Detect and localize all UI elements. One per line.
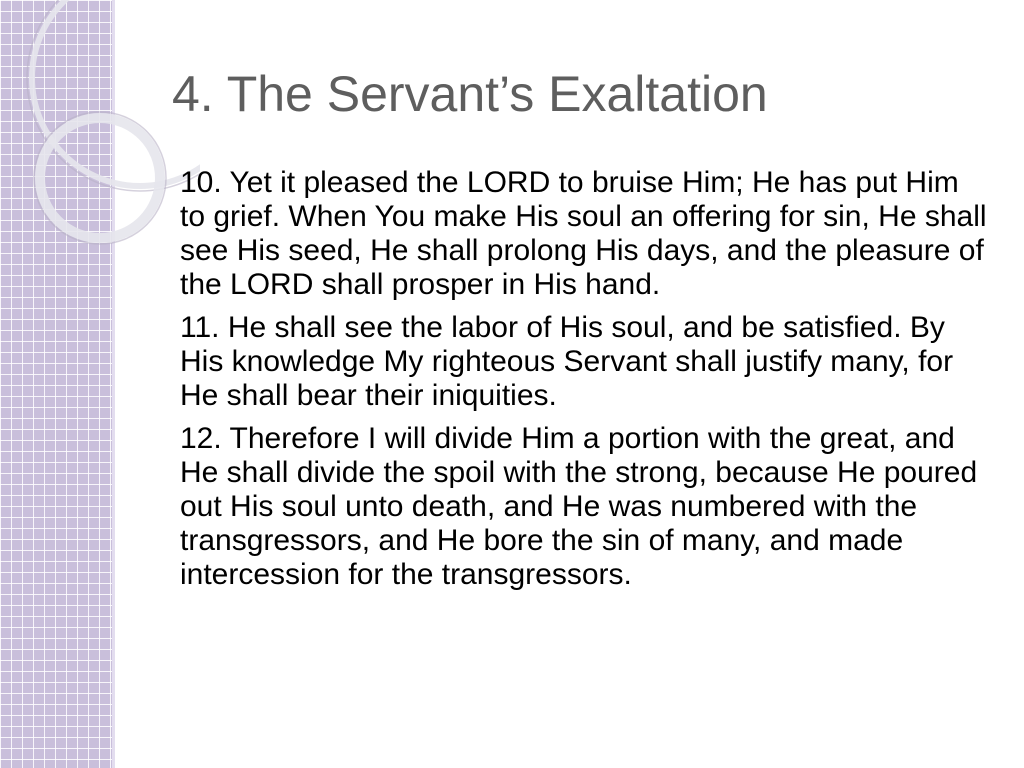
verse-paragraph-12: 12. Therefore I will divide Him a portion with the great, and He shall divide the spoil with the strong, because He poured out His soul unto death, and He was numbered with the transgressors, and He bore the sin of many, and made intercession for the transgressors. [180,422,978,591]
verse-paragraph-10: 10. Yet it pleased the LORD to bruise Him; He has put Him to grief. When You make His soul an offering for sin, He shall see His seed, He shall prolong His days, and the pleasure of the LORD shall prosper in His hand. [180,166,987,301]
slide-body [180,166,988,601]
verse-paragraph-11: 11. He shall see the labor of His soul, and be satisfied. By His knowledge My righteous Servant shall justify many, for He shall bear their iniquities. [180,311,954,412]
slide-title: 4. The Servant’s Exaltation [172,66,768,122]
decorative-rings [0,0,200,300]
